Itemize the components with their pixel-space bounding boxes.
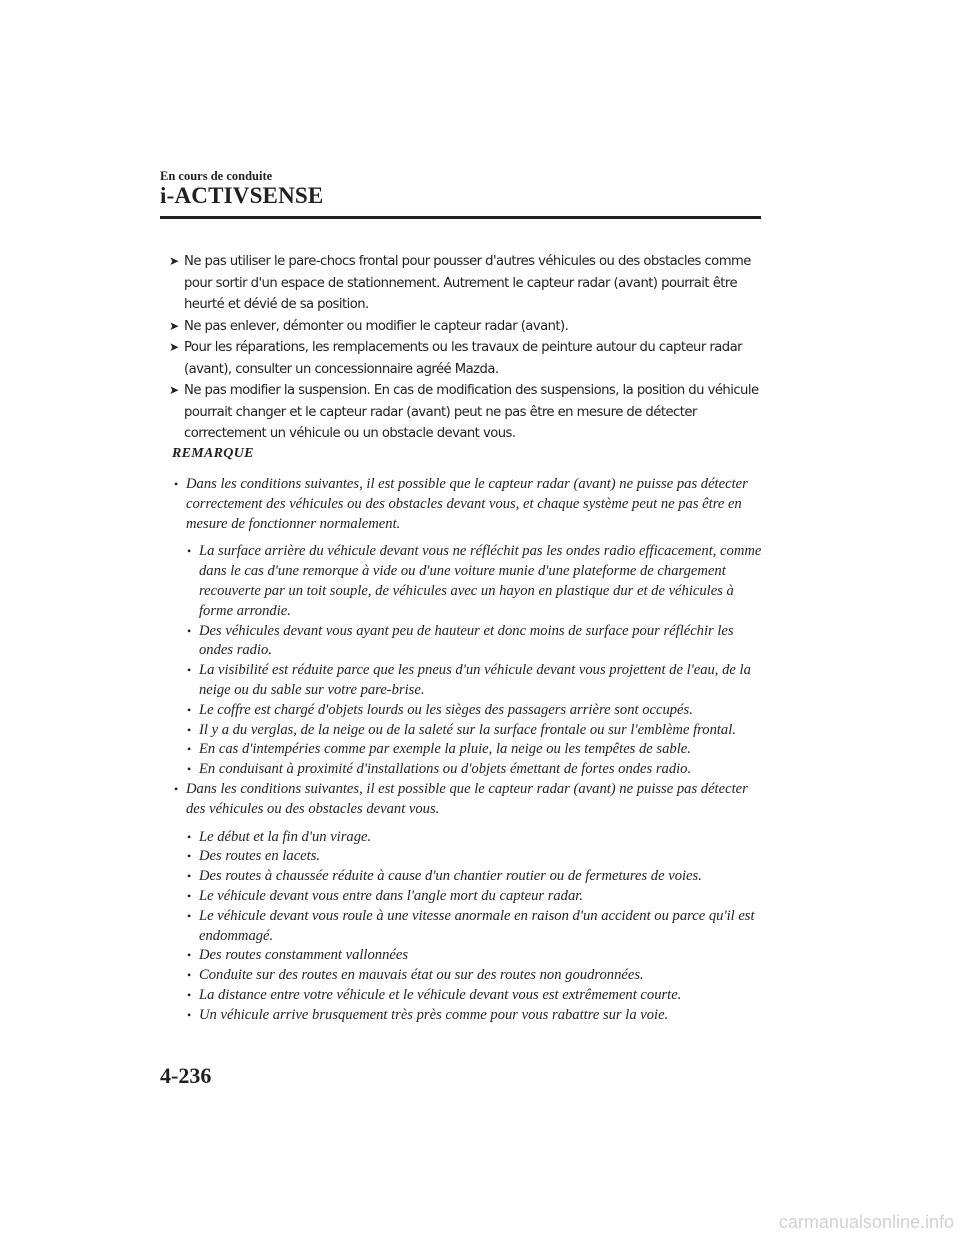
sub-item xyxy=(160,542,770,621)
warning-item xyxy=(160,251,770,316)
warning-text: Ne pas modifier la suspension. En cas de modification des suspensions, la position du véhicule pourrait changer et le capteur radar (avant) peut ne pas être en mesure de détecter correctement un véhicule ou un obstacle devant vous. xyxy=(184,383,759,441)
warning-text: Pour les réparations, les remplacements ou les travaux de peinture autour du capteur radar (avant), consulter un concessionnaire agréé Mazda. xyxy=(184,340,742,377)
sub-item xyxy=(160,986,770,1006)
note-item xyxy=(160,475,770,534)
sub-item xyxy=(160,966,770,986)
sub-item xyxy=(160,661,770,701)
warning-text: Ne pas utiliser le pare-chocs frontal pour pousser d'autres véhicules ou des obstacles comme pour sortir d'un espace de stationnement. Autrement le capteur radar (avant) pourrait être heurté et dévié de sa position. xyxy=(184,254,751,312)
bullet-dot-icon: • xyxy=(187,623,192,638)
sub-item-text: Le véhicule devant vous roule à une vitesse anormale en raison d'un accident ou parce qu'il est endommagé. xyxy=(199,907,755,944)
note-sub-list xyxy=(160,542,770,780)
warning-item xyxy=(160,316,770,338)
bullet-dot-icon: • xyxy=(187,702,192,717)
note-heading: REMARQUE xyxy=(172,446,254,461)
arrow-bullet-icon: ➤ xyxy=(169,318,179,333)
sub-item-text: Un véhicule arrive brusquement très près comme pour vous rabattre sur la voie. xyxy=(199,1006,669,1023)
arrow-bullet-icon: ➤ xyxy=(169,254,179,268)
sub-item xyxy=(160,701,770,721)
arrow-bullet-icon: ➤ xyxy=(169,340,179,354)
warning-item xyxy=(160,380,770,445)
sub-item xyxy=(160,1006,770,1026)
sub-item xyxy=(160,907,770,947)
arrow-bullet-icon: ➤ xyxy=(169,383,179,397)
sub-item xyxy=(160,740,770,760)
bullet-dot-icon: • xyxy=(187,1007,192,1022)
sub-item-text: Des véhicules devant vous ayant peu de hauteur et donc moins de surface pour réfléchir les ondes radio. xyxy=(199,622,734,659)
chapter-title: i-ACTIVSENSE xyxy=(160,183,324,208)
sub-item xyxy=(160,887,770,907)
bullet-dot-icon: • xyxy=(187,987,192,1002)
note-text: Dans les conditions suivantes, il est possible que le capteur radar (avant) ne puisse pas détecter des véhicules ou des obstacles devant vous. xyxy=(186,780,748,817)
sub-item-text: En conduisant à proximité d'installations ou d'objets émettant de fortes ondes radio. xyxy=(199,761,692,778)
sub-item xyxy=(160,828,770,848)
bullet-dot-icon: • xyxy=(187,663,192,678)
warning-text: Ne pas enlever, démonter ou modifier le capteur radar (avant). xyxy=(184,318,569,334)
sub-item xyxy=(160,721,770,741)
sub-item-text: Des routes en lacets. xyxy=(199,848,321,865)
note-list xyxy=(160,475,770,1026)
sub-item xyxy=(160,622,770,662)
sub-item-text: La distance entre votre véhicule et le véhicule devant vous est extrêmement courte. xyxy=(199,986,682,1003)
bullet-dot-icon: • xyxy=(187,762,192,777)
bullet-dot-icon: • xyxy=(174,477,179,491)
sub-item xyxy=(160,946,770,966)
section-label: En cours de conduite xyxy=(160,169,273,183)
page-number: 4-236 xyxy=(160,1063,212,1088)
sub-item-text: Le véhicule devant vous entre dans l'angle mort du capteur radar. xyxy=(199,887,583,904)
warning-item xyxy=(160,337,770,380)
sub-item-text: La surface arrière du véhicule devant vous ne réfléchit pas les ondes radio efficacement, comme dans le cas d'une remorque à vide ou d'une voiture munie d'une plateforme de chargement recouverte par un toit souple, de véhicules avec un hayon en plastique dur et de véhicules à forme arrondie. xyxy=(199,543,762,619)
watermark: carmanualsonline.info xyxy=(778,1212,954,1232)
bullet-dot-icon: • xyxy=(187,908,192,923)
bullet-dot-icon: • xyxy=(174,781,179,796)
sub-item-text: Il y a du verglas, de la neige ou de la saleté sur la surface frontale ou sur l'emblème frontal. xyxy=(199,721,736,738)
bullet-dot-icon: • xyxy=(187,742,192,757)
sub-item-text: Le début et la fin d'un virage. xyxy=(199,828,372,845)
sub-item-text: Des routes à chaussée réduite à cause d'un chantier routier ou de fermetures de voies. xyxy=(199,868,702,885)
bullet-dot-icon: • xyxy=(187,968,192,983)
header-rule xyxy=(160,216,761,219)
sub-item-text: La visibilité est réduite parce que les pneus d'un véhicule devant vous projettent de l'eau, de la neige ou du sable sur votre pare-brise. xyxy=(199,662,751,698)
sub-item-text: Conduite sur des routes en mauvais état ou sur des routes non goudronnées. xyxy=(199,967,644,984)
sub-item-text: Des routes constamment vallonnées xyxy=(199,947,409,964)
sub-item xyxy=(160,760,770,780)
sub-item xyxy=(160,867,770,887)
warning-list xyxy=(160,251,770,445)
bullet-dot-icon: • xyxy=(187,829,192,844)
sub-item-text: Le coffre est chargé d'objets lourds ou les sièges des passagers arrière sont occupés. xyxy=(199,701,693,718)
sub-item-text: En cas d'intempéries comme par exemple la pluie, la neige ou les tempêtes de sable. xyxy=(199,741,691,758)
note-text: Dans les conditions suivantes, il est possible que le capteur radar (avant) ne puisse pas détecter correctement des véhicules ou des obstacles devant vous, et chaque système peut ne pas être en mesure de fonctionner normalement. xyxy=(186,476,748,532)
sub-item xyxy=(160,847,770,867)
bullet-dot-icon: • xyxy=(187,888,192,903)
note-item xyxy=(160,780,770,820)
bullet-dot-icon: • xyxy=(187,948,192,963)
note-sub-list xyxy=(160,828,770,1026)
bullet-dot-icon: • xyxy=(187,849,192,864)
bullet-dot-icon: • xyxy=(187,722,192,737)
bullet-dot-icon: • xyxy=(187,869,192,884)
bullet-dot-icon: • xyxy=(187,544,192,559)
